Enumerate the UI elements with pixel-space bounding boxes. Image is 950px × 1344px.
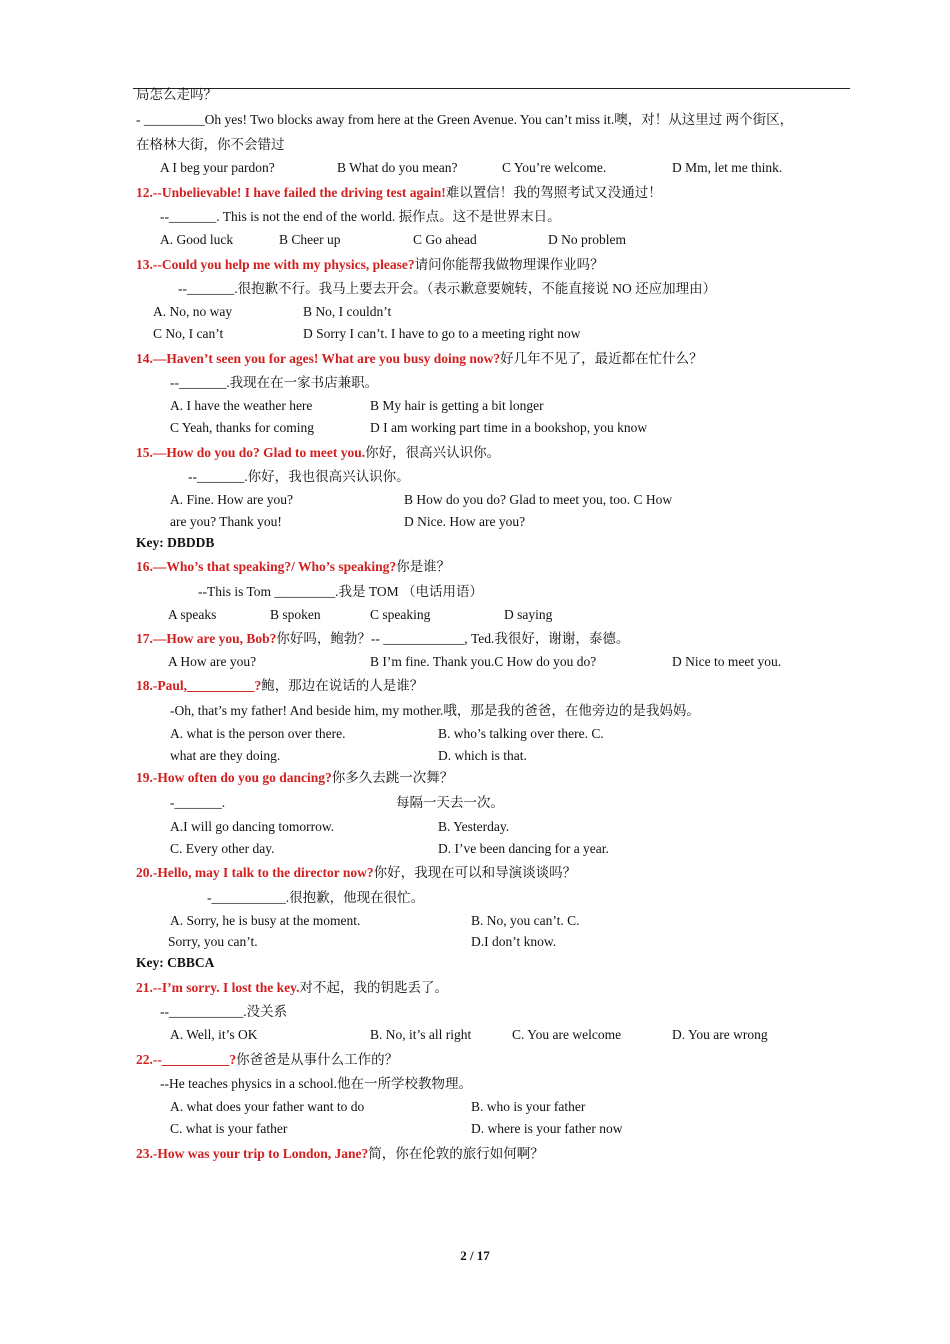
header-rule (133, 88, 850, 89)
q15-option-a: A. Fine. How are you? (170, 492, 293, 507)
q11-option-a: A I beg your pardon? (160, 160, 275, 175)
q16-question: 16.—Who’s that speaking?/ Who’s speaking? (136, 559, 397, 574)
q20-question: 20.-Hello, may I talk to the director now? (136, 865, 374, 880)
q15-option-d: D Nice. How are you? (404, 514, 526, 529)
q18-option-c-cont: what are they doing. (170, 748, 281, 763)
q18-option-a: A. what is the person over there. (170, 726, 346, 741)
q20-answer: -___________.很抱歉，他现在很忙。 (207, 890, 425, 905)
q12-question: 12.--Unbelievable! I have failed the driving test again! (136, 185, 446, 200)
q18-question-line (136, 677, 423, 695)
q17-question-line (136, 630, 629, 648)
q22-question: 22.--__________? (136, 1052, 237, 1067)
q14-answer: --_______.我现在在一家书店兼职。 (170, 375, 379, 390)
q13-option-c: C No, I can’t (153, 326, 224, 341)
q19-option-c: C. Every other day. (170, 841, 275, 856)
q20-translation: 你好，我现在可以和导演谈谈吗？ (373, 865, 577, 880)
q19-answer: -_______. (170, 795, 226, 810)
q15-question-line (136, 444, 500, 462)
q20-option-a: A. Sorry, he is busy at the moment. (170, 913, 361, 928)
q22-option-a: A. what does your father want to do (170, 1099, 365, 1114)
q17-option-b: B I’m fine. Thank you.C How do you do? (370, 654, 597, 669)
q14-option-a: A. I have the weather here (170, 398, 313, 413)
q22-option-b: B. who is your father (471, 1099, 586, 1114)
q19-option-a: A.I will go dancing tomorrow. (170, 819, 335, 834)
q15-option-c-cont: are you? Thank you! (170, 514, 282, 529)
q17-translation: 你好吗，鲍勃？-- ____________, Ted.我很好，谢谢，泰德。 (276, 631, 630, 646)
q23-question-line (136, 1145, 544, 1163)
q21-option-c: C. You are welcome (512, 1027, 622, 1042)
q16-answer: --This is Tom _________.我是 TOM （电话用语） (198, 584, 484, 599)
q13-option-d: D Sorry I can’t. I have to go to a meeting right now (303, 326, 581, 341)
q22-answer: --He teaches physics in a school.他在一所学校教物理。 (160, 1076, 472, 1091)
q11-answer-line1: - _________Oh yes! Two blocks away from here at the Green Avenue. You can’t miss it.噢，对！从这里过 两个街区， (136, 112, 794, 127)
q14-option-b: B My hair is getting a bit longer (370, 398, 544, 413)
q11-option-d: D Mm, let me think. (672, 160, 783, 175)
q12-answer: --_______. This is not the end of the world. 振作点。这不是世界末日。 (160, 209, 561, 224)
q21-option-a: A. Well, it’s OK (170, 1027, 258, 1042)
q12-option-c: C Go ahead (413, 232, 477, 247)
q23-question: 23.-How was your trip to London, Jane? (136, 1146, 369, 1161)
q12-option-d: D No problem (548, 232, 626, 247)
q13-option-b: B No, I couldn’t (303, 304, 392, 319)
q16-question-line (136, 558, 450, 576)
q18-option-d: D. which is that. (438, 748, 527, 763)
q13-answer: --_______.很抱歉不行。我马上要去开会。（表示歉意要婉转，不能直接说 NO 还应加理由） (178, 281, 717, 296)
q19-translation: 你多久去跳一次舞？ (331, 770, 454, 785)
q18-answer: -Oh, that’s my father! And beside him, my mother.哦，那是我的爸爸，在他旁边的是我妈妈。 (170, 703, 700, 718)
q11-answer-line2: 在格林大街，你不会错过 (136, 137, 285, 152)
q15-question: 15.—How do you do? Glad to meet you. (136, 445, 366, 460)
q16-option-d: D saying (504, 607, 553, 622)
q15-answer: --_______.你好，我也很高兴认识你。 (188, 469, 410, 484)
q12-question-line (136, 184, 662, 202)
q22-option-d: D. where is your father now (471, 1121, 623, 1136)
page-number: 2 / 17 (460, 1248, 490, 1263)
q20-option-d: D.I don’t know. (471, 934, 557, 949)
q20-option-c-cont: Sorry, you can’t. (168, 934, 258, 949)
q20-option-b: B. No, you can’t. C. (471, 913, 580, 928)
q16-option-c: C speaking (370, 607, 431, 622)
q12-option-a: A. Good luck (160, 232, 234, 247)
q14-question-line (136, 350, 703, 368)
q14-option-c: C Yeah, thanks for coming (170, 420, 314, 435)
header-fragment: 局怎么走吗？ (136, 87, 217, 102)
q19-answer-translation: 每隔一天去一次。 (396, 795, 504, 810)
q18-translation: 鲍，那边在说话的人是谁？ (261, 678, 424, 693)
q19-option-d: D. I’ve been dancing for a year. (438, 841, 609, 856)
q22-question-line (136, 1051, 398, 1069)
q17-option-a: A How are you? (168, 654, 257, 669)
q22-translation: 你爸爸是从事什么工作的？ (236, 1052, 399, 1067)
q12-option-b: B Cheer up (279, 232, 341, 247)
q11-option-c: C You’re welcome. (502, 160, 607, 175)
q21-question-line (136, 979, 448, 997)
q13-translation: 请问你能帮我做物理课作业吗？ (414, 257, 604, 272)
q19-question-line (136, 769, 453, 787)
answer-key-2: Key: CBBCA (136, 955, 215, 970)
q14-option-d: D I am working part time in a bookshop, you know (370, 420, 648, 435)
q21-question: 21.--I’m sorry. I lost the key. (136, 980, 300, 995)
q23-translation: 简，你在伦敦的旅行如何啊？ (368, 1146, 544, 1161)
q19-question: 19.-How often do you go dancing? (136, 770, 332, 785)
q13-option-a: A. No, no way (153, 304, 233, 319)
q21-translation: 对不起，我的钥匙丢了。 (299, 980, 448, 995)
q18-question: 18.-Paul,__________? (136, 678, 262, 693)
q14-translation: 好几年不见了，最近都在忙什么？ (500, 351, 703, 366)
q14-question: 14.—Haven’t seen you for ages! What are you busy doing now? (136, 351, 501, 366)
q17-option-d: D Nice to meet you. (672, 654, 782, 669)
q20-question-line (136, 864, 576, 882)
q18-option-b: B. who’s talking over there. C. (438, 726, 604, 741)
q15-option-b: B How do you do? Glad to meet you, too. C How (404, 492, 673, 507)
q13-question: 13.--Could you help me with my physics, please? (136, 257, 415, 272)
q15-translation: 你好，很高兴认识你。 (365, 445, 501, 460)
q12-translation: 难以置信！我的驾照考试又没通过！ (445, 185, 662, 200)
q21-option-d: D. You are wrong (672, 1027, 768, 1042)
q16-option-a: A speaks (168, 607, 217, 622)
q21-answer: --___________.没关系 (160, 1004, 288, 1019)
answer-key-1: Key: DBDDB (136, 535, 215, 550)
q21-option-b: B. No, it’s all right (370, 1027, 472, 1042)
q11-option-b: B What do you mean? (337, 160, 458, 175)
q16-option-b: B spoken (270, 607, 321, 622)
q22-option-c: C. what is your father (170, 1121, 288, 1136)
q19-option-b: B. Yesterday. (438, 819, 510, 834)
q16-translation: 你是谁？ (396, 559, 451, 574)
q17-question: 17.—How are you, Bob? (136, 631, 277, 646)
q13-question-line (136, 256, 604, 274)
